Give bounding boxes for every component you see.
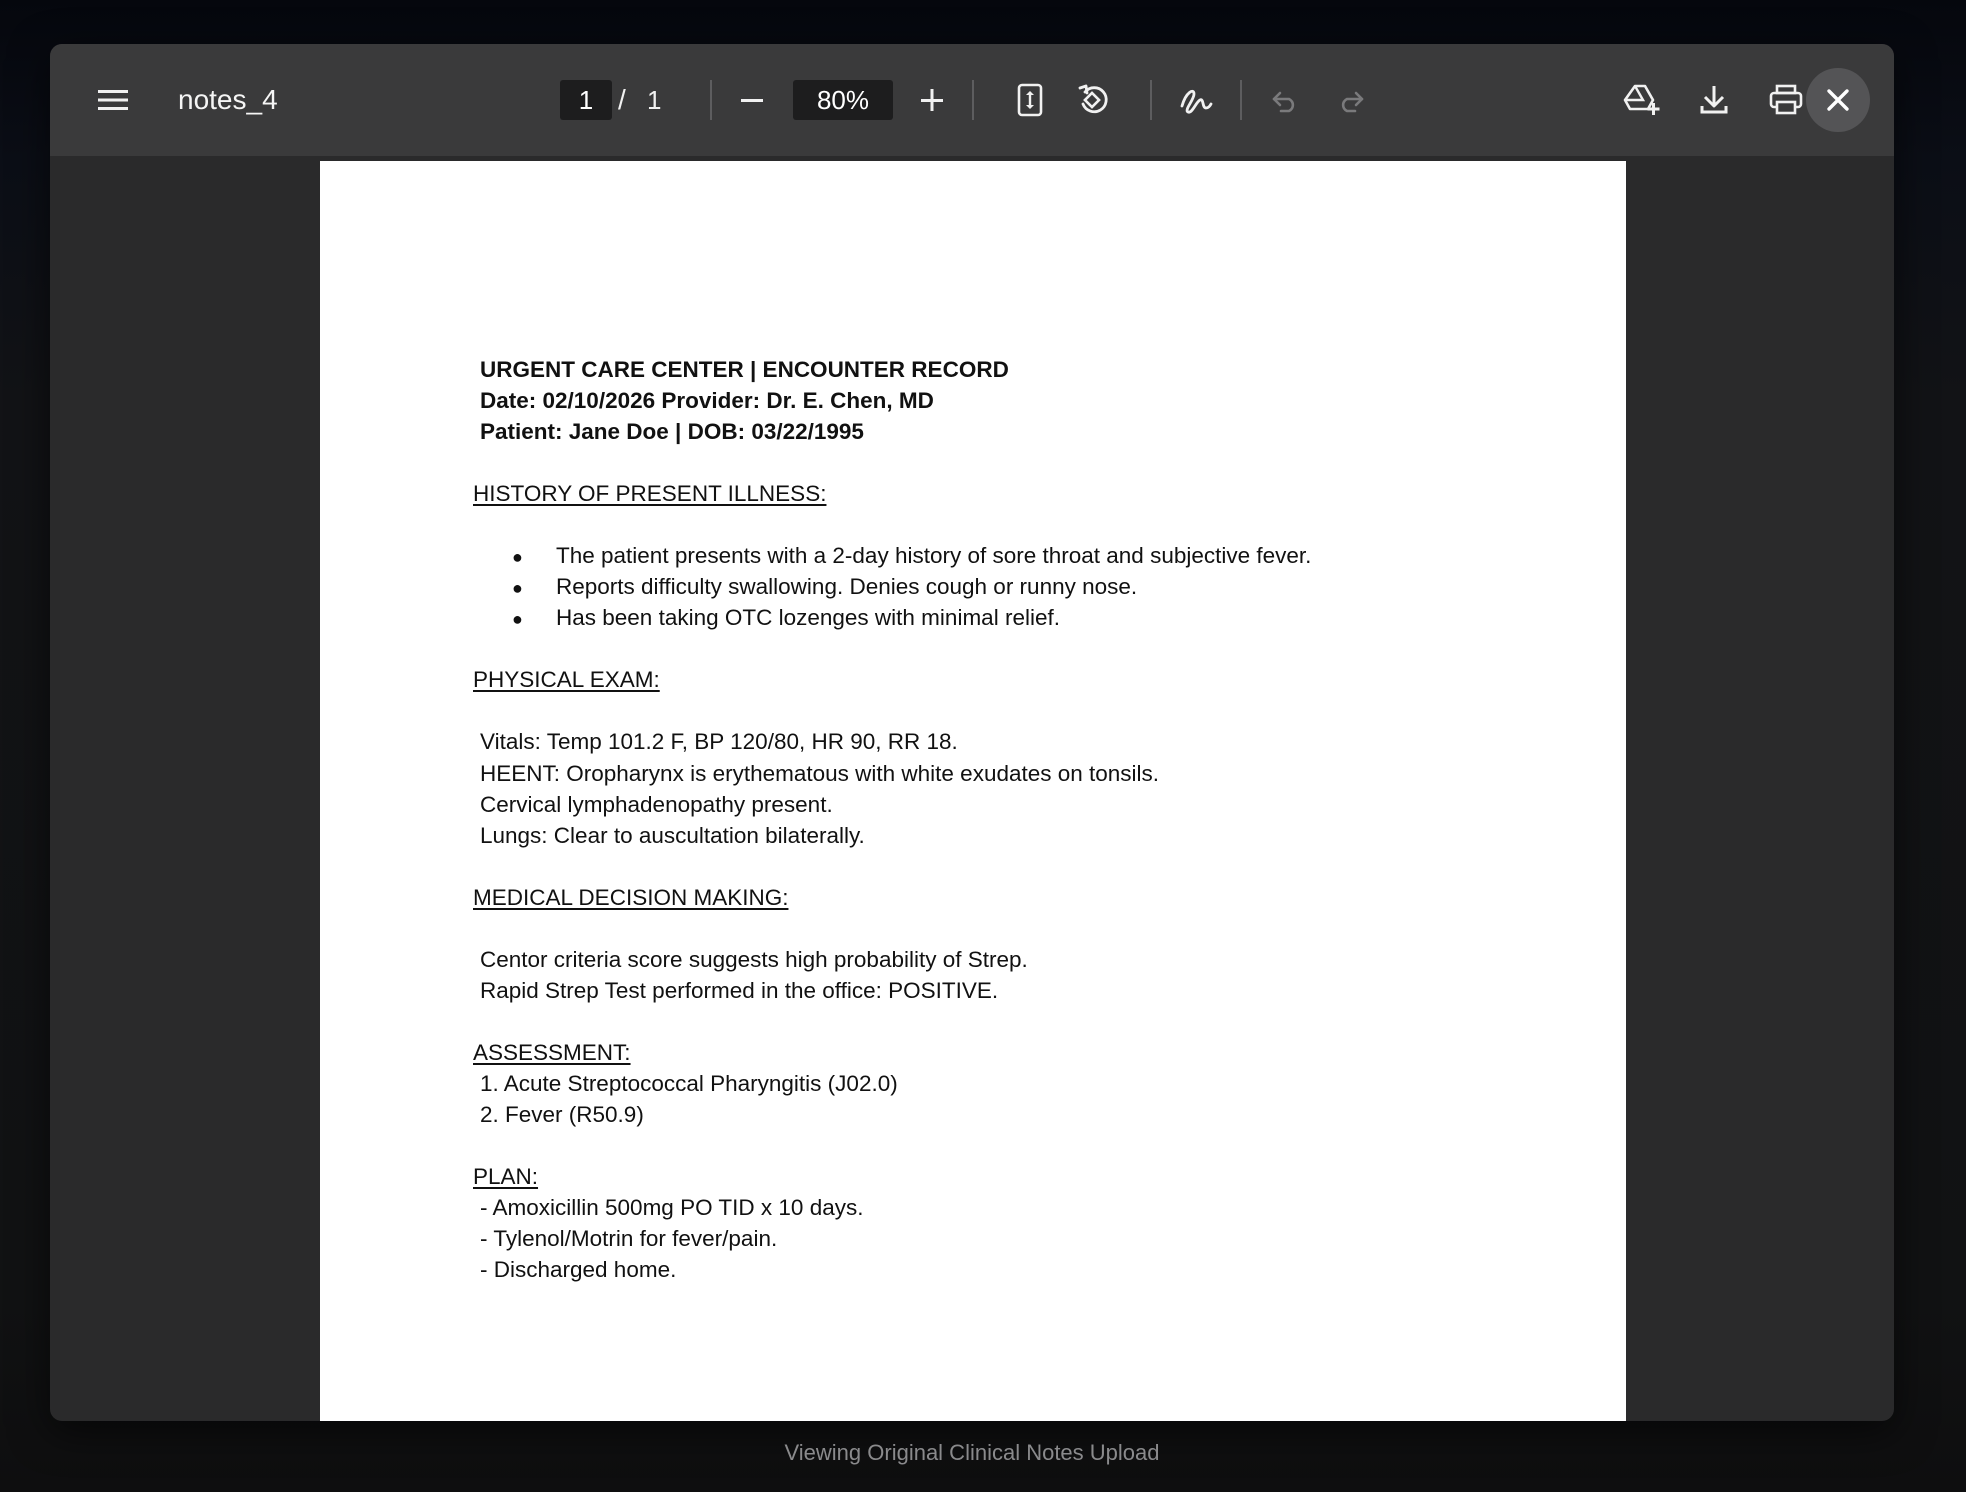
rotate-icon bbox=[1076, 82, 1112, 118]
close-button[interactable] bbox=[1806, 68, 1870, 132]
add-to-drive-icon bbox=[1623, 83, 1661, 117]
hpi-item: Reports difficulty swallowing. Denies cough or runny nose. bbox=[556, 574, 1138, 599]
assessment-line: 2. Fever (R50.9) bbox=[480, 1102, 644, 1127]
zoom-level[interactable]: 80% bbox=[793, 80, 893, 120]
download-button[interactable] bbox=[1686, 72, 1742, 128]
page-total: 1 bbox=[647, 85, 662, 115]
undo-button[interactable] bbox=[1258, 72, 1314, 128]
mdm-heading: MEDICAL DECISION MAKING: bbox=[473, 885, 789, 910]
plan-line: - Discharged home. bbox=[480, 1257, 677, 1282]
rotate-button[interactable] bbox=[1066, 72, 1122, 128]
bullet-marker: ● bbox=[512, 547, 523, 567]
redo-icon bbox=[1335, 87, 1365, 113]
redo-button[interactable] bbox=[1322, 72, 1378, 128]
zoom-in-button[interactable] bbox=[904, 72, 960, 128]
exam-line: Lungs: Clear to auscultation bilaterally. bbox=[480, 823, 865, 848]
assessment-heading: ASSESSMENT: bbox=[473, 1040, 631, 1065]
zoom-out-button[interactable] bbox=[724, 72, 780, 128]
hpi-heading: HISTORY OF PRESENT ILLNESS: bbox=[473, 481, 827, 506]
hpi-item: The patient presents with a 2-day history of sore throat and subjective fever. bbox=[556, 543, 1312, 568]
minus-icon bbox=[740, 88, 764, 112]
plan-line: - Tylenol/Motrin for fever/pain. bbox=[480, 1226, 778, 1251]
document-page bbox=[320, 161, 1626, 1421]
mdm-line: Centor criteria score suggests high probability of Strep. bbox=[480, 947, 1028, 972]
page-separator: / bbox=[618, 84, 626, 115]
fit-page-icon bbox=[1017, 83, 1043, 117]
hpi-item: Has been taking OTC lozenges with minimal relief. bbox=[556, 605, 1060, 630]
toolbar bbox=[50, 44, 1894, 156]
page-number-input[interactable] bbox=[560, 80, 612, 120]
menu-icon bbox=[98, 88, 128, 112]
exam-heading: PHYSICAL EXAM: bbox=[473, 667, 660, 692]
plan-line: - Amoxicillin 500mg PO TID x 10 days. bbox=[480, 1195, 864, 1220]
undo-icon bbox=[1271, 87, 1301, 113]
toolbar-divider bbox=[710, 80, 712, 120]
pdf-viewer bbox=[50, 44, 1894, 1421]
toolbar-divider bbox=[972, 80, 974, 120]
toolbar-divider bbox=[1240, 80, 1242, 120]
bullet-marker: ● bbox=[512, 609, 523, 629]
fit-page-button[interactable] bbox=[1002, 72, 1058, 128]
exam-line: Cervical lymphadenopathy present. bbox=[480, 792, 833, 817]
download-icon bbox=[1699, 84, 1729, 116]
mdm-line: Rapid Strep Test performed in the office: POSITIVE. bbox=[480, 978, 999, 1003]
draw-button[interactable] bbox=[1168, 72, 1224, 128]
draw-icon bbox=[1178, 84, 1214, 116]
plan-heading: PLAN: bbox=[473, 1164, 539, 1189]
header-patient: Patient: Jane Doe | DOB: 03/22/1995 bbox=[480, 419, 864, 444]
exam-line: Vitals: Temp 101.2 F, BP 120/80, HR 90, RR 18. bbox=[480, 729, 958, 754]
plus-icon bbox=[920, 88, 944, 112]
close-icon bbox=[1824, 86, 1852, 114]
document-content bbox=[320, 161, 1626, 1421]
assessment-line: 1. Acute Streptococcal Pharyngitis (J02.0) bbox=[480, 1071, 898, 1096]
toolbar-divider bbox=[1150, 80, 1152, 120]
exam-line: HEENT: Oropharynx is erythematous with white exudates on tonsils. bbox=[480, 761, 1160, 786]
header-date-provider: Date: 02/10/2026 Provider: Dr. E. Chen, MD bbox=[480, 388, 934, 413]
viewer-caption: Viewing Original Clinical Notes Upload bbox=[784, 1440, 1160, 1465]
add-to-drive-button[interactable] bbox=[1614, 72, 1670, 128]
header-title: URGENT CARE CENTER | ENCOUNTER RECORD bbox=[480, 357, 1009, 382]
document-title: notes_4 bbox=[178, 84, 278, 115]
print-icon bbox=[1768, 84, 1804, 116]
menu-button[interactable] bbox=[85, 72, 141, 128]
bullet-marker: ● bbox=[512, 578, 523, 598]
